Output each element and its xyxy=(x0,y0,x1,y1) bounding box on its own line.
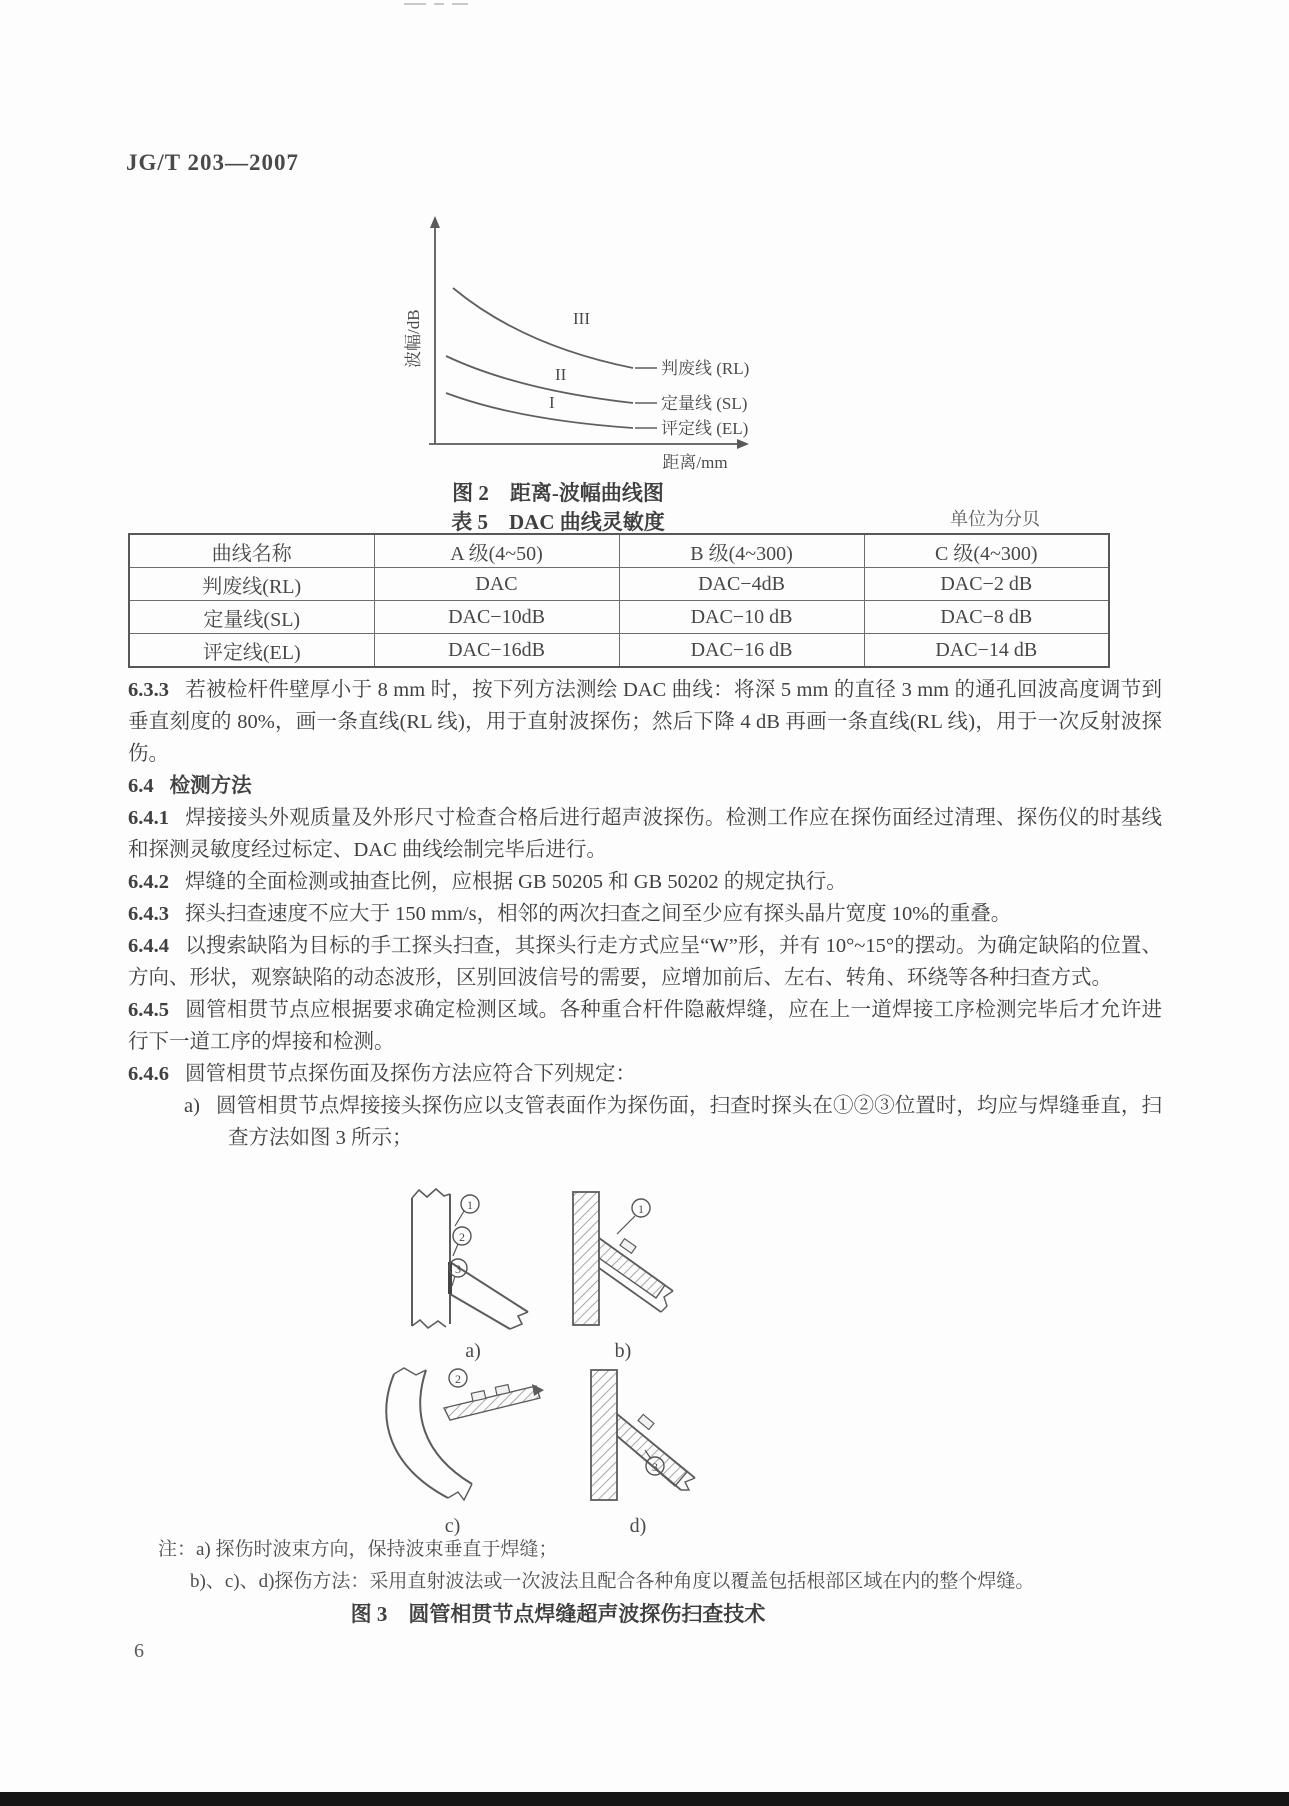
zone-label-3: III xyxy=(573,309,590,328)
figure3-note-2: b)、c)、d)探伤方法：采用直射波法或一次波法且配合各种角度以覆盖包括根部区域在内的整个焊缝。 xyxy=(190,1571,1035,1592)
probe-icon xyxy=(620,1239,636,1254)
clause-6-4-6 xyxy=(128,1058,1162,1090)
curve-label-el: 评定线 (EL) xyxy=(661,419,749,438)
scan-edge-bar xyxy=(0,1792,1289,1806)
header-cell: A 级(4~50) xyxy=(374,534,619,568)
svg-text:1: 1 xyxy=(638,1202,644,1216)
svg-text:2: 2 xyxy=(455,1372,461,1386)
diagram-b-svg xyxy=(553,1186,693,1331)
figure3-note-1: 注：a) 探伤时波束方向，保持波束垂直于焊缝； xyxy=(158,1539,558,1560)
clause-6-4-4 xyxy=(128,930,1162,994)
figure3-label-d: d) xyxy=(629,1515,647,1537)
curve-label-rl: 判废线 (RL) xyxy=(661,359,750,378)
position-marker-2 xyxy=(453,1227,471,1256)
cell: DAC−2 dB xyxy=(864,568,1109,601)
header-cell: 曲线名称 xyxy=(129,534,374,568)
clause-6-4-1 xyxy=(128,802,1162,866)
page-number: 6 xyxy=(134,1640,144,1662)
curve-el xyxy=(446,393,633,428)
clause-text: 焊缝的全面检测或抽查比例，应根据 GB 50205 和 GB 50202 的规定执行。 xyxy=(185,871,847,893)
diagram-d-svg xyxy=(563,1366,713,1506)
svg-text:3: 3 xyxy=(455,1262,461,1276)
x-axis-label: 距离/mm xyxy=(662,453,728,472)
position-marker-1 xyxy=(455,1195,479,1226)
clause-text: 以搜索缺陷为目标的手工探头扫查，其探头行走方式应呈“W”形，并有 10°~15°的摆动。为确定缺陷的位置、方向、形状，观察缺陷的动态波形，区别回波信号的需要，应增加前后、左右、转角、环绕等各种扫查方式。 xyxy=(128,935,1162,989)
figure3-label-b: b) xyxy=(614,1340,632,1362)
item-text: 圆管相贯节点焊接接头探伤应以支管表面作为探伤面，扫查时探头在①②③位置时，均应与焊缝垂直，扫查方法如图 3 所示； xyxy=(215,1095,1162,1149)
cell: DAC−4dB xyxy=(619,568,864,601)
clause-6-4-heading xyxy=(128,770,1162,802)
clause-6-4-3 xyxy=(128,898,1162,930)
figure3-diagram-c xyxy=(360,1366,545,1538)
header-cell: B 级(4~300) xyxy=(619,534,864,568)
item-marker: a) xyxy=(184,1095,200,1117)
table5-title: 表 5 DAC 曲线灵敏度 xyxy=(451,510,665,534)
zone-label-1: I xyxy=(549,393,555,412)
cell: DAC xyxy=(374,568,619,601)
clause-text: 探头扫查速度不应大于 150 mm/s，相邻的两次扫查之间至少应有探头晶片宽度 10%的重叠。 xyxy=(185,903,1012,925)
clause-number: 6.4.2 xyxy=(128,871,169,893)
zone-label-2: II xyxy=(555,365,567,384)
cell: DAC−16 dB xyxy=(619,634,864,668)
cell: DAC−10 dB xyxy=(619,601,864,634)
body-text xyxy=(128,674,1162,1154)
cell: DAC−8 dB xyxy=(864,601,1109,634)
diagram-a-svg xyxy=(398,1186,548,1331)
clause-6-3-3 xyxy=(128,674,1162,770)
cell: DAC−16dB xyxy=(374,634,619,668)
cell: 评定线(EL) xyxy=(129,634,374,668)
position-marker-1 xyxy=(617,1199,650,1234)
figure3-caption: 图 3 圆管相贯节点焊缝超声波探伤扫查技术 xyxy=(350,1602,766,1626)
clause-text: 焊接接头外观质量及外形尺寸检查合格后进行超声波探伤。检测工作应在探伤面经过清理、探伤仪的时基线和探测灵敏度经过标定、DAC 曲线绘制完毕后进行。 xyxy=(128,807,1162,861)
clause-number: 6.4.4 xyxy=(128,935,169,957)
figure3-diagram-a xyxy=(398,1186,548,1363)
scan-noise xyxy=(404,3,524,11)
clause-6-4-2 xyxy=(128,866,1162,898)
clause-number: 6.3.3 xyxy=(128,679,169,701)
clause-text: 圆管相贯节点探伤面及探伤方法应符合下列规定： xyxy=(185,1063,636,1085)
clause-text: 圆管相贯节点应根据要求确定检测区域。各种重合杆件隐蔽焊缝，应在上一道焊接工序检测完毕后才允许进行下一道工序的焊接和检测。 xyxy=(128,999,1162,1053)
clause-text: 检测方法 xyxy=(169,775,252,797)
doc-number-header: JG/T 203—2007 xyxy=(126,150,299,175)
svg-text:3: 3 xyxy=(652,1460,658,1474)
figure3-label-a: a) xyxy=(465,1340,481,1362)
table-header-row xyxy=(129,534,1109,568)
clause-number: 6.4.6 xyxy=(128,1063,169,1085)
table-row xyxy=(129,634,1109,668)
cell: DAC−14 dB xyxy=(864,634,1109,668)
cell: 判废线(RL) xyxy=(129,568,374,601)
probe-icon xyxy=(638,1414,654,1429)
y-axis-label: 波幅/dB xyxy=(404,309,423,368)
list-item-a xyxy=(128,1090,1162,1154)
curve-label-sl: 定量线 (SL) xyxy=(661,394,748,413)
curve-rl xyxy=(453,288,633,368)
figure3-diagram-b xyxy=(553,1186,693,1363)
svg-text:2: 2 xyxy=(459,1230,465,1244)
table5-unit-note: 单位为分贝 xyxy=(950,509,1040,529)
cell: 定量线(SL) xyxy=(129,601,374,634)
table-row xyxy=(129,568,1109,601)
figure3-label-c: c) xyxy=(444,1515,461,1537)
header-cell: C 级(4~300) xyxy=(864,534,1109,568)
clause-number: 6.4 xyxy=(128,775,154,797)
clause-number: 6.4.3 xyxy=(128,903,169,925)
x-axis-arrow xyxy=(737,439,749,449)
clause-number: 6.4.5 xyxy=(128,999,169,1021)
diagram-c-svg xyxy=(360,1366,545,1506)
figure2-caption: 图 2 距离-波幅曲线图 xyxy=(452,481,664,505)
dac-sensitivity-table xyxy=(128,533,1110,668)
y-axis-arrow xyxy=(430,216,440,228)
svg-text:1: 1 xyxy=(467,1198,473,1212)
figure3-diagram-d xyxy=(563,1366,713,1538)
position-marker-2 xyxy=(449,1369,467,1387)
table-row xyxy=(129,601,1109,634)
figure2-dac-chart xyxy=(403,208,771,476)
clause-6-4-5 xyxy=(128,994,1162,1058)
clause-number: 6.4.1 xyxy=(128,807,169,829)
clause-text: 若被检杆件壁厚小于 8 mm 时，按下列方法测绘 DAC 曲线：将深 5 mm 的直径 3 mm 的通孔回波高度调节到垂直刻度的 80%，画一条直线(RL 线)，用于直射波探伤；然后下降 4 dB 再画一条直线(RL 线)，用于一次反射波探伤。 xyxy=(128,679,1162,765)
curve-sl xyxy=(446,356,633,403)
cell: DAC−10dB xyxy=(374,601,619,634)
